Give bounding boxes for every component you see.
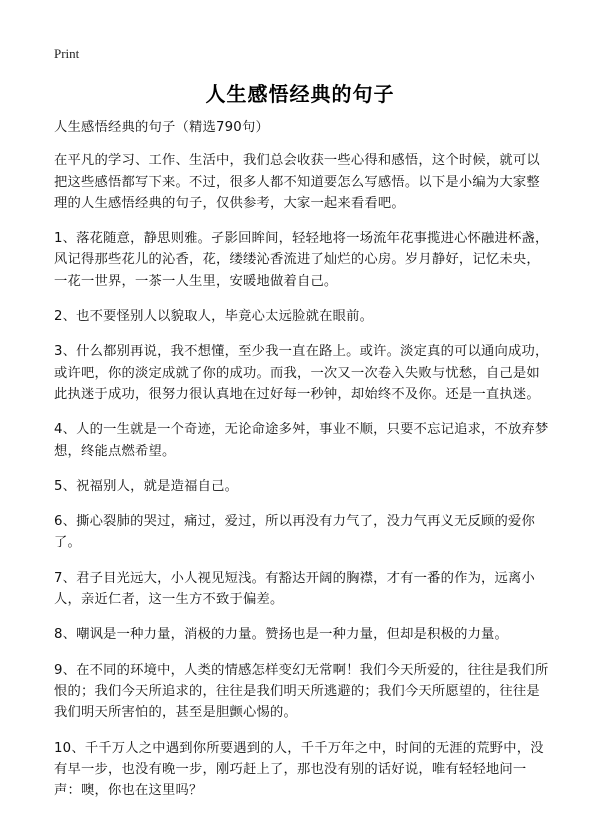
quote-item: 9、在不同的环境中，人类的情感怎样变幻无常啊！我们今天所爱的，往往是我们所恨的；我们今天所追求的，往往是我们明天所逃避的；我们今天所愿望的，往往是我们明天所害怕的，甚至是胆颤心惕的。 bbox=[54, 662, 549, 721]
quote-item: 2、也不要怪别人以貌取人，毕竟心太远脸就在眼前。 bbox=[54, 309, 374, 325]
quote-item: 6、撕心裂肺的哭过，痛过，爱过，所以再没有力气了，没力气再义无反顾的爱你了。 bbox=[54, 514, 536, 551]
quote-item: 4、人的一生就是一个奇迹，无论命途多舛，事业不顺，只要不忘记追求，不放弃梦想，终能点燃希望。 bbox=[54, 422, 549, 459]
page-title: 人生感悟经典的句子 bbox=[205, 82, 395, 106]
quote-item: 3、什么都别再说，我不想懂，至少我一直在路上。或许。淡定真的可以通向成功，或许吧，你的淡定成就了你的成功。而我，一次又一次卷入失败与忧愁，自己是如此执迷于成功，很努力很认真地在过好每一秒钟，却始终不及你。还是一直执迷。 bbox=[54, 344, 549, 402]
quote-item: 5、祝福别人，就是造福自己。 bbox=[54, 478, 239, 494]
quote-item: 8、嘲讽是一种力量，消极的力量。赞扬也是一种力量，但却是积极的力量。 bbox=[54, 627, 509, 643]
article-subtitle: 人生感悟经典的句子（精选790句） bbox=[54, 120, 269, 135]
quote-item: 10、千千万人之中遇到你所要遇到的人，千千万年之中，时间的无涯的荒野中，没有早一步，也没有晚一步，刚巧赶上了，那也没有别的话好说，唯有轻轻地问一声：噢，你也在这里吗？ bbox=[54, 740, 544, 799]
quote-item: 1、落花随意，静思则雅。孑影回眸间，轻轻地将一场流年花事揽进心怀融进杯盏，风记得那些花儿的沁香，花，缕缕沁香流进了灿烂的心房。岁月静好，记忆未央，一花一世界，一茶一人生里，安暖地做着自己。 bbox=[54, 231, 549, 289]
article-body bbox=[54, 117, 552, 815]
article-intro: 在平凡的学习、工作、生活中，我们总会收获一些心得和感悟，这个时候，就可以把这些感悟都写下来。不过，很多人都不知道要怎么写感悟。以下是小编为大家整理的人生感悟经典的句子，仅供参考，大家一起来看看吧。 bbox=[54, 153, 540, 211]
quote-item: 7、君子目光远大，小人视见短浅。有豁达开阔的胸襟，才有一番的作为，远离小人，亲近仁者，这一生方不致于偏差。 bbox=[54, 570, 536, 608]
print-link[interactable]: Print bbox=[54, 46, 80, 61]
